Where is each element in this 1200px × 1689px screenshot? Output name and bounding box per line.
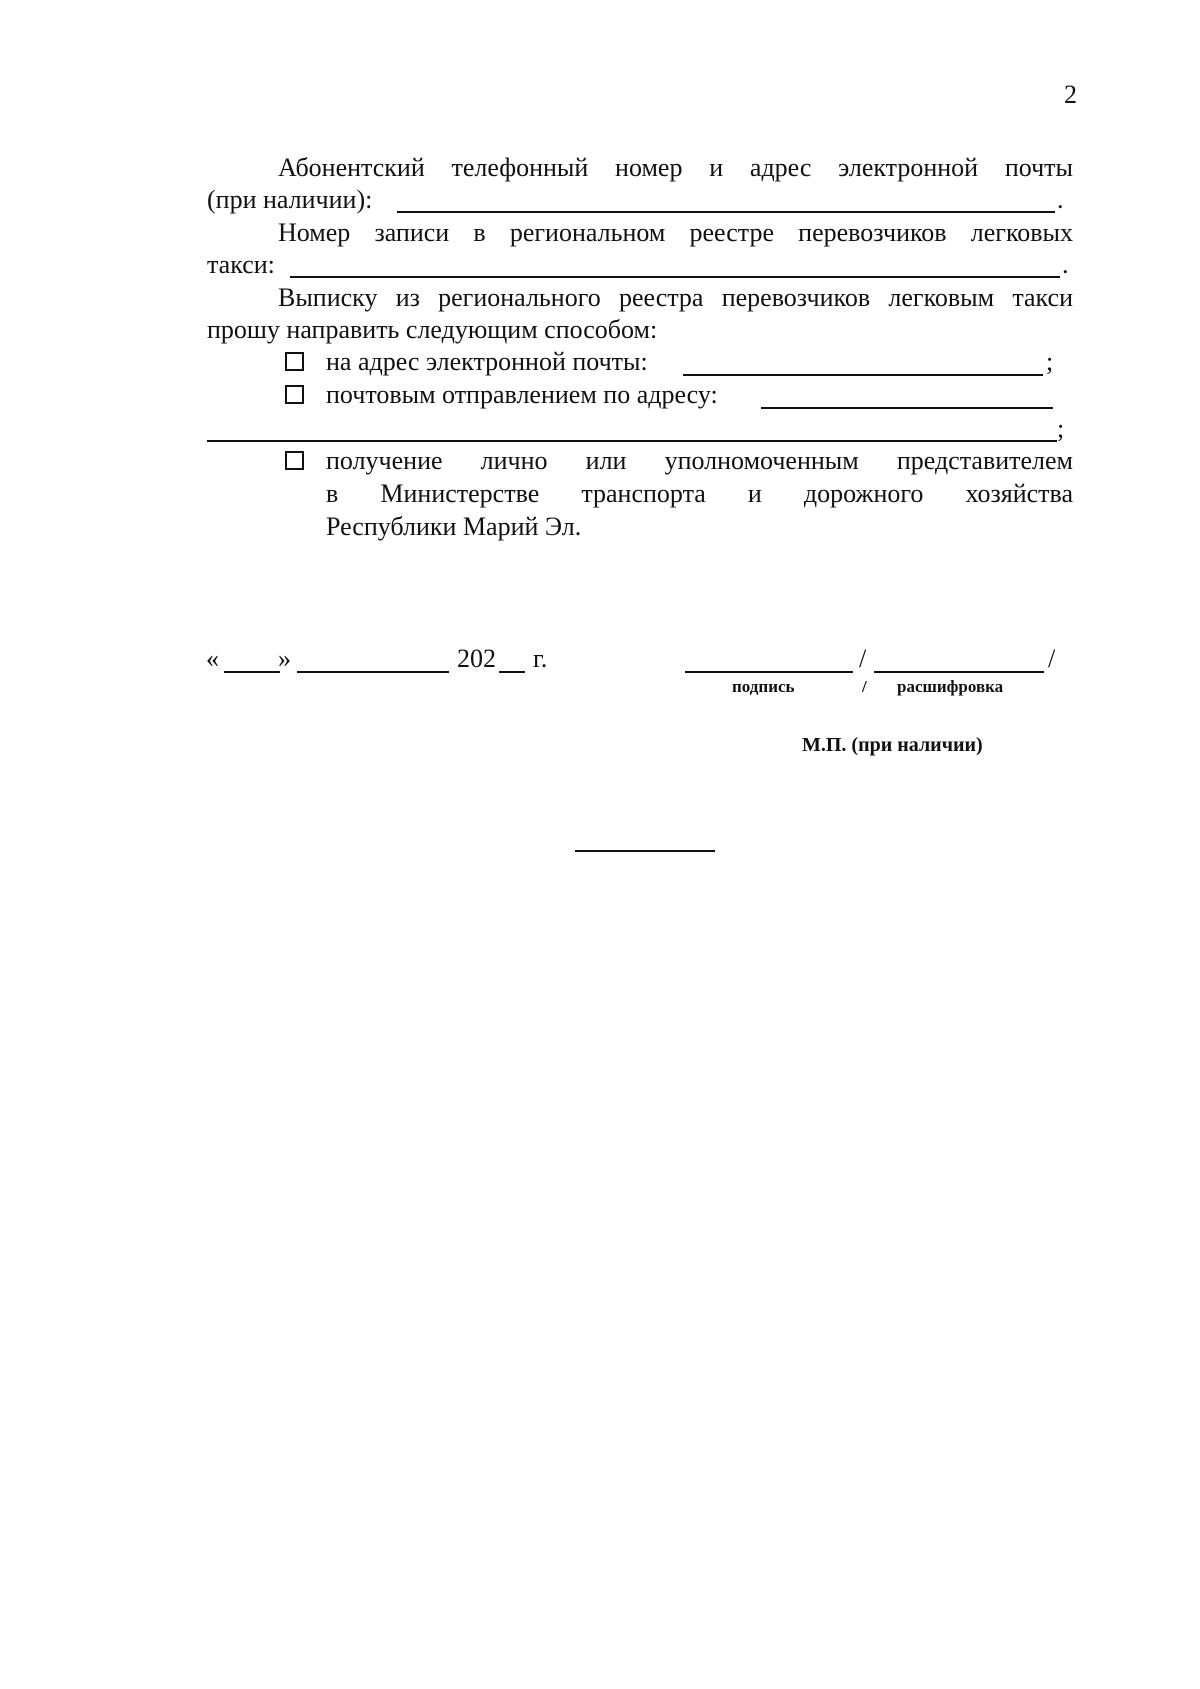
signature-line[interactable] [685, 671, 853, 673]
date-year-suffix: г. [533, 644, 548, 673]
signature-slash-1: / [859, 644, 867, 673]
closing-separator [575, 850, 715, 852]
email-end-mark: ; [1046, 347, 1054, 376]
date-open-quote: « [206, 644, 219, 673]
date-day-line[interactable] [224, 671, 280, 673]
date-year-prefix: 202 [457, 644, 496, 673]
date-year-line[interactable] [499, 671, 525, 673]
in-person-line-3: Республики Марий Эл. [326, 512, 582, 541]
stamp-label: М.П. (при наличии) [802, 734, 983, 756]
signature-caption: подпись [732, 677, 795, 696]
postal-input-line-2[interactable] [207, 440, 1057, 442]
signature-caption-slash: / [862, 677, 867, 696]
in-person-line-2: в Министерстве транспорта и дорожного хозяйства [326, 479, 1073, 508]
email-input-line[interactable] [683, 374, 1043, 376]
in-person-option-checkbox[interactable] [285, 451, 304, 470]
email-option-label: на адрес электронной почты: [326, 347, 648, 376]
postal-input-line-1[interactable] [761, 407, 1053, 409]
postal-end-mark: ; [1057, 414, 1065, 443]
in-person-line-1: получение лично или уполномоченным представителем [326, 446, 1073, 475]
signature-decode-line[interactable] [874, 671, 1044, 673]
contact-end-mark: . [1057, 185, 1064, 214]
extract-line-2: прошу направить следующим способом: [207, 315, 658, 344]
registry-end-mark: . [1062, 250, 1069, 279]
registry-label: такси: [207, 250, 275, 279]
postal-option-label: почтовым отправлением по адресу: [326, 380, 718, 409]
date-close-quote: » [278, 644, 291, 673]
signature-slash-2: / [1048, 644, 1056, 673]
postal-option-checkbox[interactable] [285, 385, 304, 404]
extract-line-1: Выписку из регионального реестра перевозчиков легковым такси [278, 283, 1073, 312]
registry-line-1: Номер записи в региональном реестре перевозчиков легковых [278, 218, 1073, 247]
page-number: 2 [1064, 80, 1077, 109]
registry-input-line[interactable] [290, 276, 1060, 278]
contact-input-line[interactable] [397, 211, 1055, 213]
date-month-line[interactable] [297, 671, 449, 673]
contact-label: (при наличии): [207, 185, 373, 214]
decode-caption: расшифровка [897, 677, 1004, 696]
contact-line-1: Абонентский телефонный номер и адрес электронной почты [278, 153, 1073, 182]
email-option-checkbox[interactable] [285, 352, 304, 371]
